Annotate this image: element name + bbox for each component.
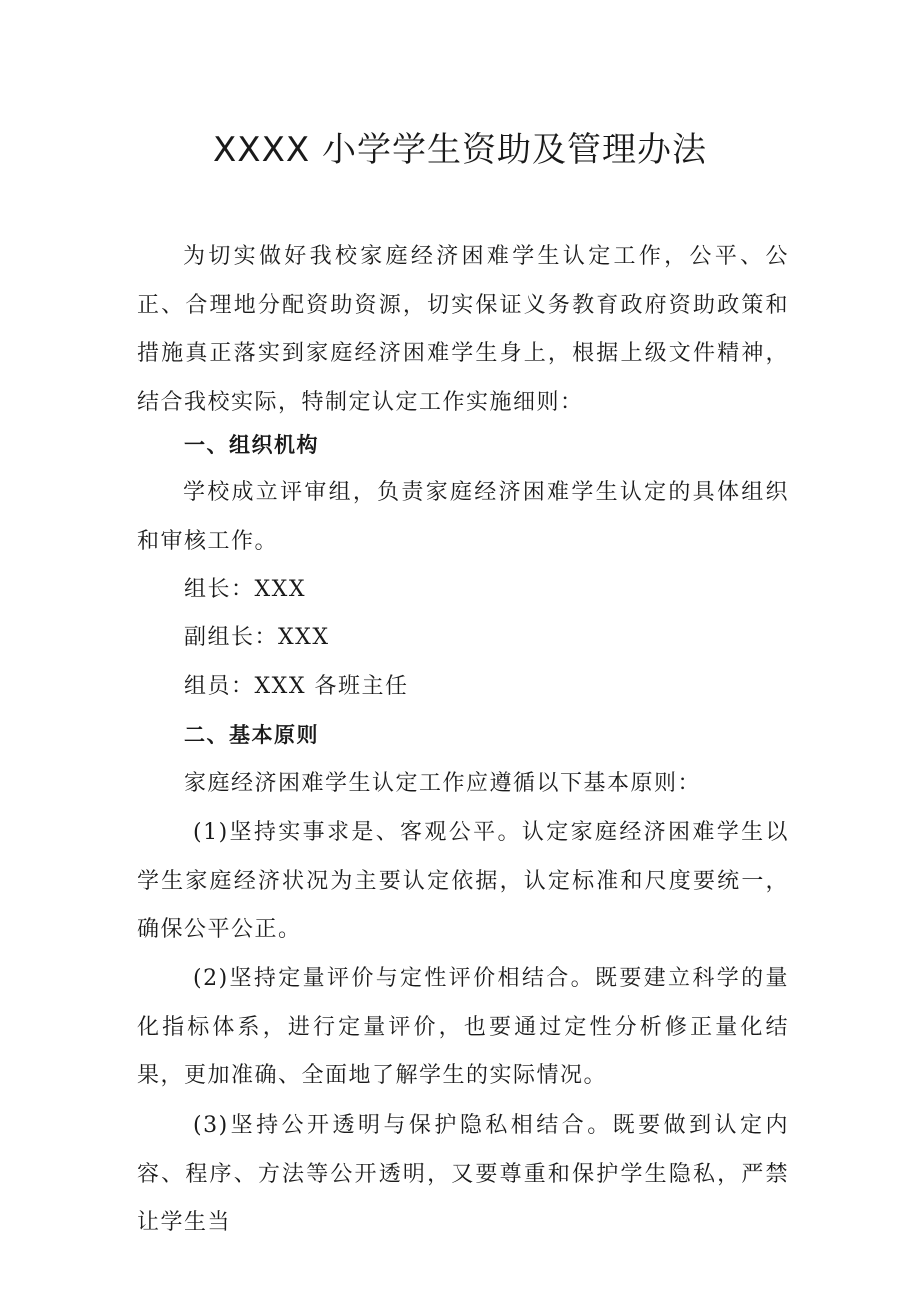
principle-item-3: (3)坚持公开透明与保护隐私相结合。既要做到认定内容、程序、方法等公开透明，又要尊重和保护学生隐私，严禁让学生当 [137,1113,789,1235]
section-heading-principles: 二、基本原则 [184,723,319,747]
organization-paragraph: 学校成立评审组，负责家庭经济困难学生认定的具体组织和审核工作。 [137,480,789,554]
document-title: XXXX 小学学生资助及管理办法 [213,130,707,170]
intro-paragraph: 为切实做好我校家庭经济困难学生认定工作，公平、公正、合理地分配资助资源，切实保证义务教育政府资助政策和措施真正落实到家庭经济困难学生身上，根据上级文件精神，结合我校实际，特制定认定工作实施细则： [137,244,789,415]
section-heading-organization: 一、组织机构 [184,433,319,457]
group-leader-line: 组长：XXX [184,577,306,602]
principle-item-2: (2)坚持定量评价与定性评价相结合。既要建立科学的量化指标体系，进行定量评价，也要通过定性分析修正量化结果，更加准确、全面地了解学生的实际情况。 [137,966,789,1088]
deputy-leader-line: 副组长：XXX [184,625,330,650]
principles-lead-paragraph: 家庭经济困难学生认定工作应遵循以下基本原则： [184,771,702,796]
group-members-line: 组员：XXX 各班主任 [184,674,409,699]
principle-item-1: (1)坚持实事求是、客观公平。认定家庭经济困难学生以学生家庭经济状况为主要认定依据，认定标准和尺度要统一，确保公平公正。 [137,820,789,942]
